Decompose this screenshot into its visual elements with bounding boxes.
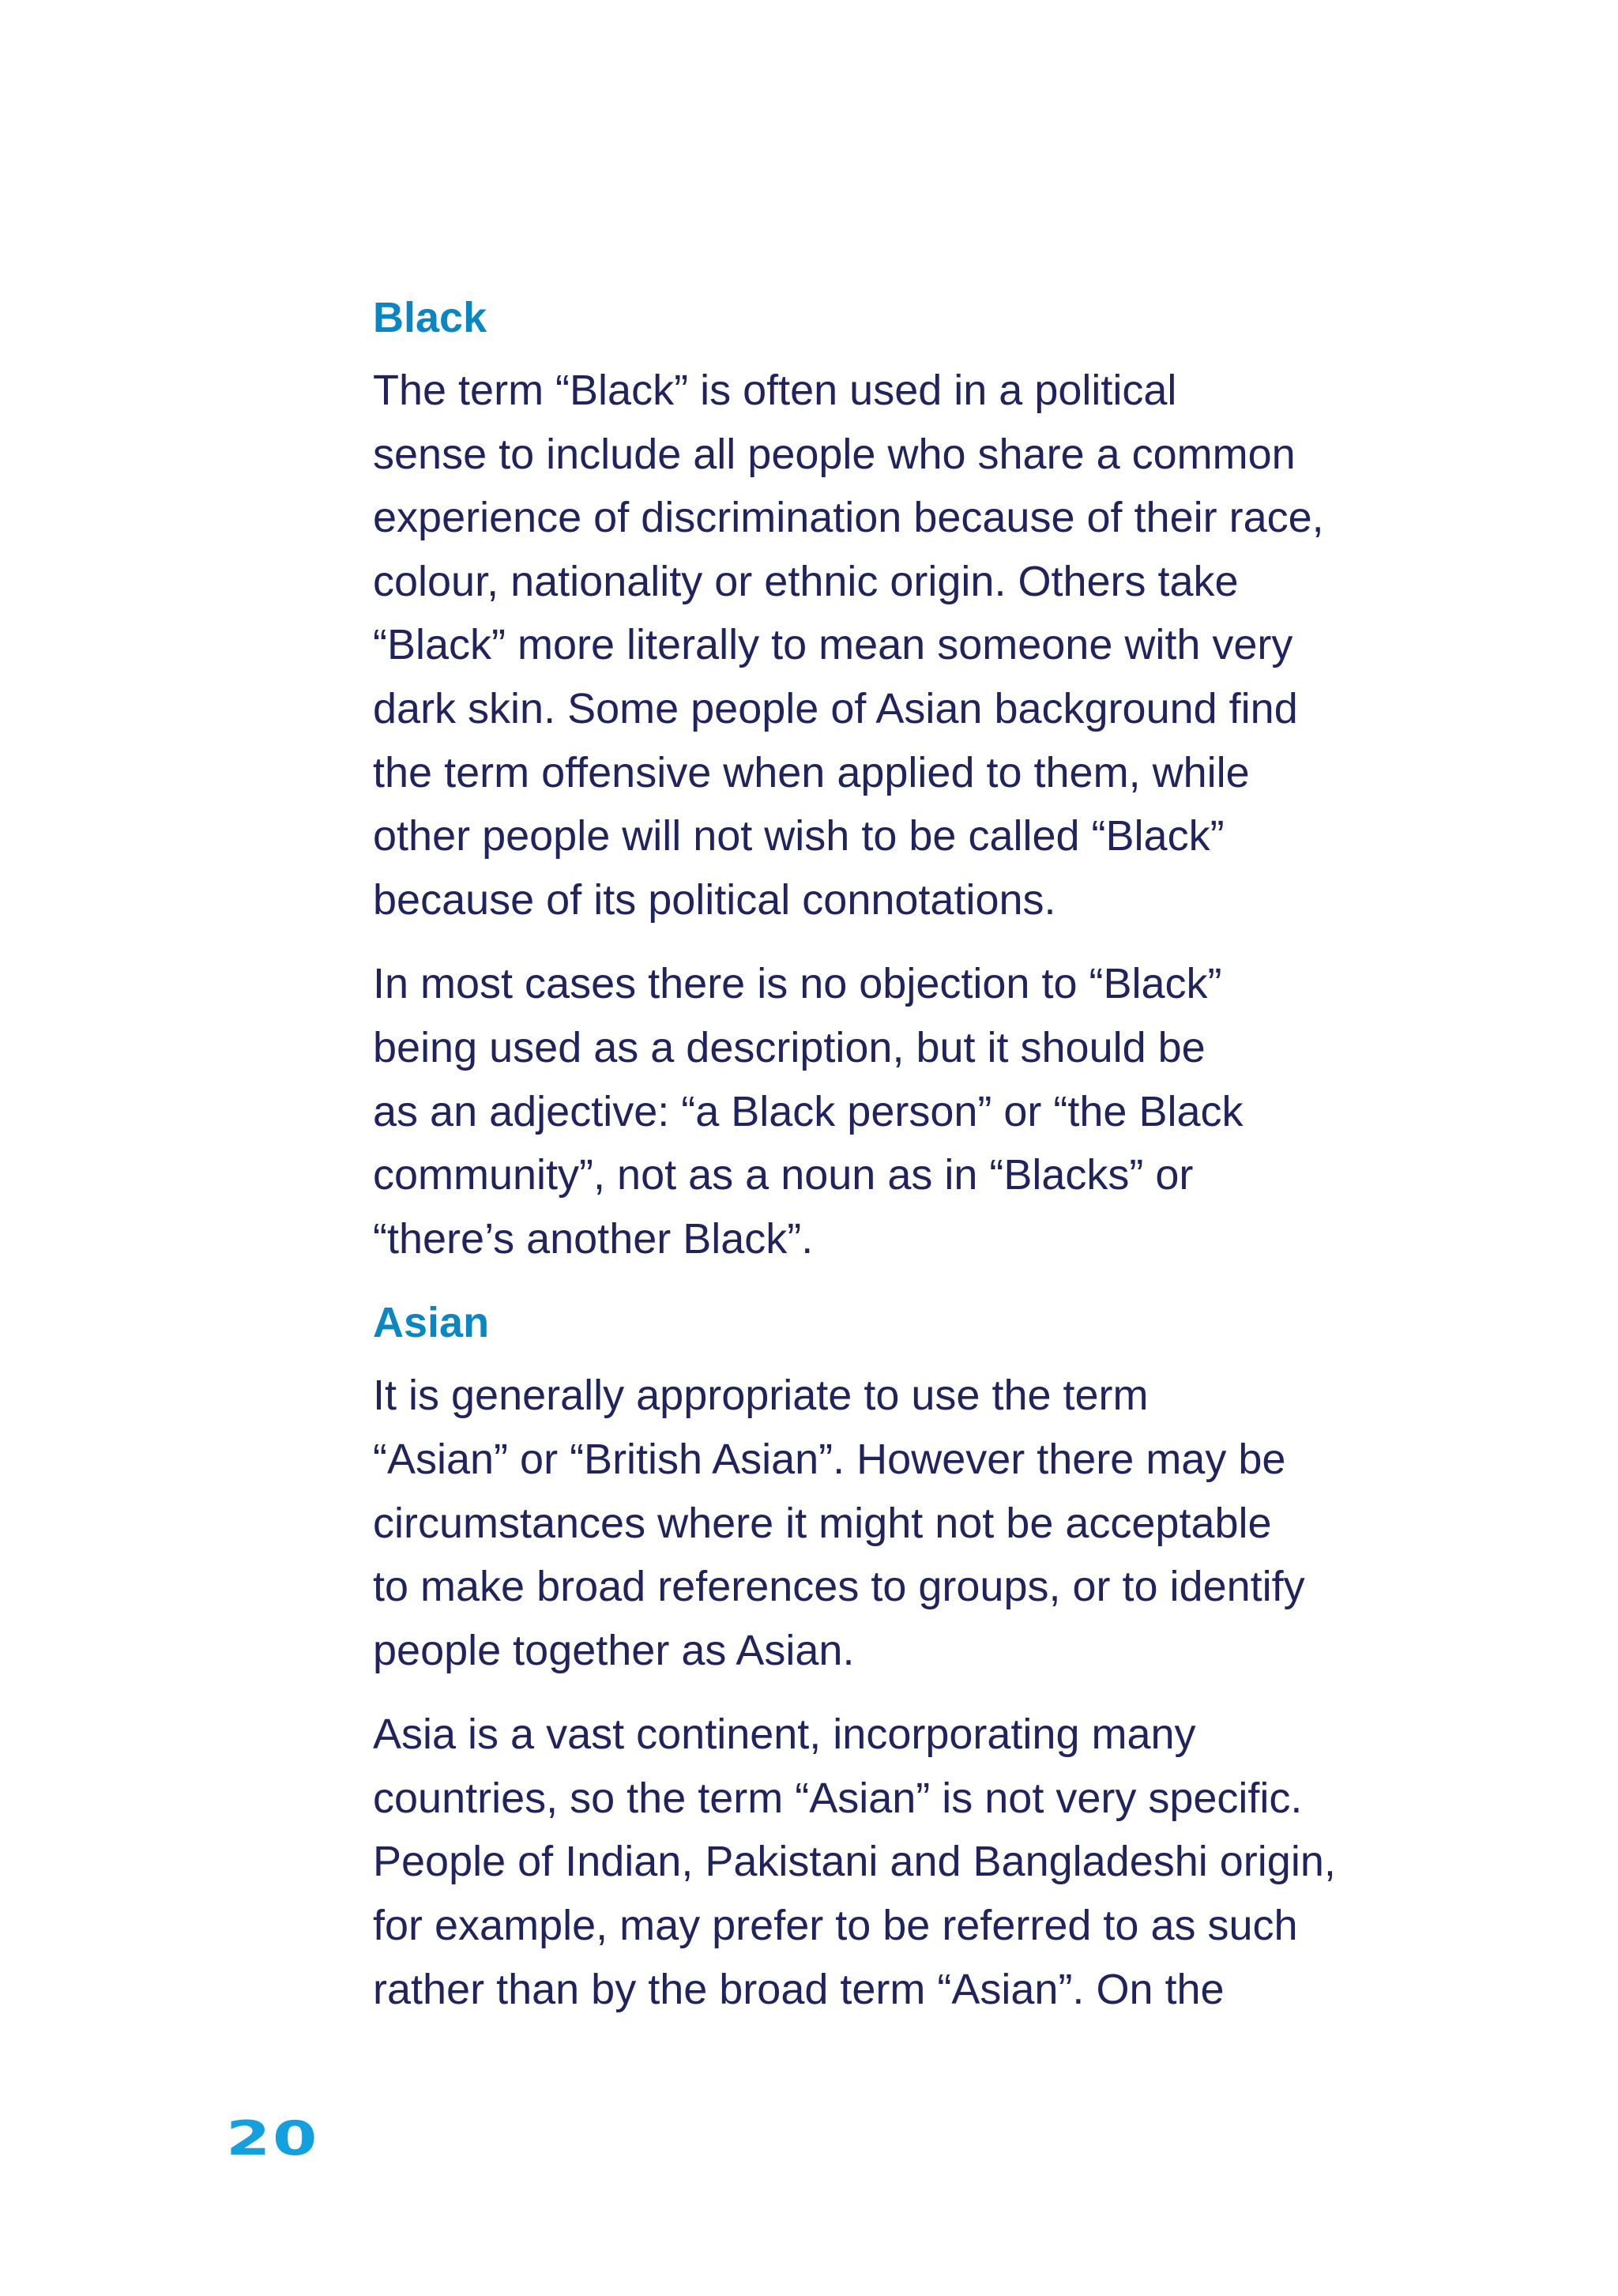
- paragraph-black-adjective-usage: [373, 952, 1495, 1270]
- text-line: colour, nationality or ethnic origin. Others take: [373, 557, 1239, 605]
- text-line: other people will not wish to be called “Black”: [373, 812, 1225, 860]
- text-line: sense to include all people who share a common: [373, 430, 1296, 478]
- section-heading-asian: Asian: [373, 1299, 490, 1347]
- paragraph-black-political-sense: [373, 359, 1495, 932]
- text-line: circumstances where it might not be acceptable: [373, 1499, 1272, 1547]
- text-line: The term “Black” is often used in a political: [373, 367, 1177, 414]
- text-line: as an adjective: “a Black person” or “the Black: [373, 1087, 1244, 1135]
- text-line: “there’s another Black”.: [373, 1214, 814, 1263]
- text-line: the term offensive when applied to them, while: [373, 748, 1250, 796]
- page-number: 20: [226, 2111, 320, 2166]
- text-line: rather than by the broad term “Asian”. On the: [373, 1965, 1225, 2013]
- paragraph-asian-appropriate-term: [373, 1364, 1495, 1682]
- text-line: Asia is a vast continent, incorporating many: [373, 1711, 1196, 1759]
- text-line: countries, so the term “Asian” is not very specific.: [373, 1774, 1303, 1822]
- text-line: people together as Asian.: [373, 1626, 855, 1674]
- section-heading-black: Black: [373, 294, 487, 341]
- text-line: to make broad references to groups, or to identify: [373, 1563, 1305, 1611]
- text-line: dark skin. Some people of Asian background find: [373, 684, 1298, 732]
- text-line: People of Indian, Pakistani and Bangladeshi origin,: [373, 1838, 1336, 1886]
- text-line: experience of discrimination because of their race,: [373, 494, 1324, 542]
- text-line: “Asian” or “British Asian”. However there may be: [373, 1435, 1286, 1483]
- text-line: community”, not as a noun as in “Blacks” or: [373, 1151, 1194, 1199]
- page-content: [373, 286, 1495, 2042]
- paragraph-asia-vast-continent: [373, 1703, 1495, 2021]
- text-line: being used as a description, but it should be: [373, 1023, 1206, 1071]
- text-line: “Black” more literally to mean someone with very: [373, 621, 1293, 669]
- text-line: It is generally appropriate to use the term: [373, 1372, 1149, 1420]
- text-line: because of its political connotations.: [373, 875, 1056, 924]
- text-line: for example, may prefer to be referred to as such: [373, 1902, 1298, 1950]
- text-line: In most cases there is no objection to “Black”: [373, 960, 1222, 1008]
